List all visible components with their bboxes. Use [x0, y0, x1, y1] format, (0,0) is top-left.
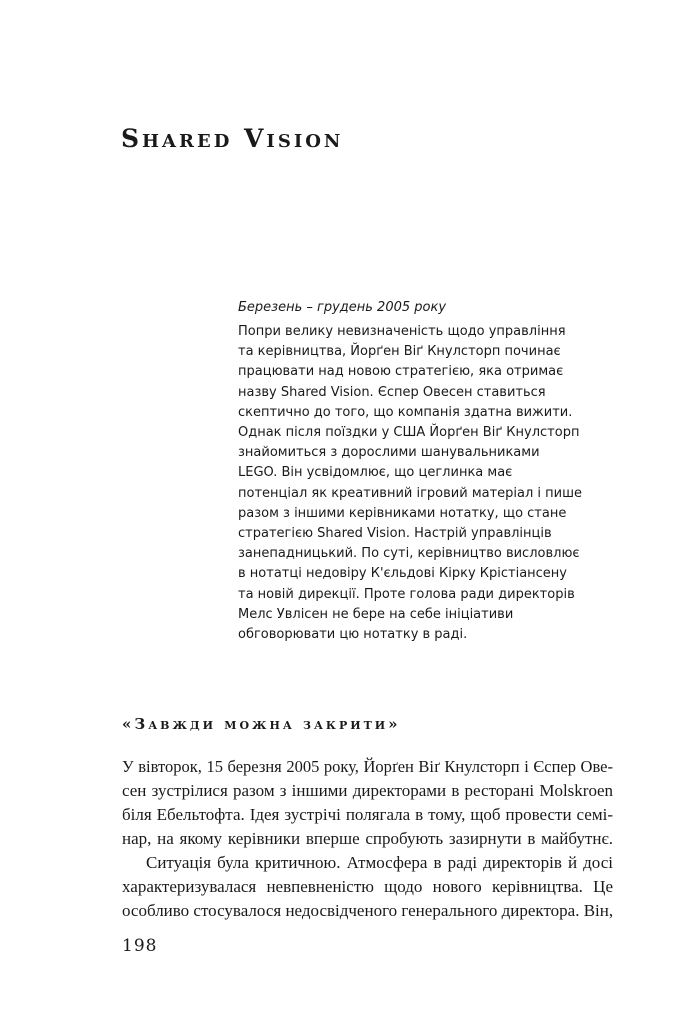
body-line: особливо стосувалося недосвідченого генерального директора. Він, — [122, 901, 614, 920]
sidebar-line: занепадницький. По суті, керівництво висловлює — [238, 546, 580, 562]
sidebar-paragraph — [238, 322, 598, 645]
sidebar-line: знайомиться з дорослими шанувальниками — [238, 445, 540, 461]
sidebar-line: в нотатці недовіру К'єльдові Кірку Крістіансену — [238, 566, 567, 582]
sidebar-line: обговорювати цю нотатку в раді. — [238, 627, 468, 643]
body-line: біля Ебельтофта. Ідея зустрічі полягала в тому, щоб провести семі- — [122, 805, 613, 824]
body-line: У вівторок, 15 березня 2005 року, Йорґен Віґ Кнулсторп і Єспер Ове- — [122, 757, 613, 776]
chapter-title: Shared Vision — [121, 124, 344, 153]
body-line: нар, на якому керівники вперше спробують зазирнути в майбутнє. — [122, 829, 613, 848]
sidebar-line: потенціал як креативний ігровий матеріал і пише — [238, 485, 583, 501]
section-heading: «Завжди можна закрити» — [122, 715, 401, 733]
body-text — [122, 755, 613, 923]
timeline-sidebar — [238, 299, 598, 645]
sidebar-line: та керівництва, Йорґен Віґ Кнулсторп починає — [238, 344, 561, 360]
sidebar-line: назву Shared Vision. Єспер Овесен ставиться — [238, 384, 546, 400]
sidebar-line: LEGO. Він усвідомлює, що цеглинка має — [238, 465, 513, 481]
page-number: 198 — [122, 936, 158, 956]
sidebar-line: та новій дирекції. Проте голова ради директорів — [238, 586, 575, 602]
sidebar-line: працювати над новою стратегією, яка отримає — [238, 364, 564, 380]
sidebar-line: Мелс Увлісен не бере на себе ініціативи — [238, 606, 514, 622]
sidebar-line: Однак після поїздки у США Йорґен Віґ Кнулсторп — [238, 425, 580, 441]
sidebar-date: Березень – грудень 2005 року — [238, 300, 447, 315]
sidebar-line: скептично до того, що компанія здатна вижити. — [238, 404, 573, 420]
body-line: Ситуація була критичною. Атмосфера в раді директорів й досі — [146, 853, 613, 872]
body-line: сен зустрілися разом з іншими директорами в ресторані Molskroen — [122, 781, 613, 800]
body-line: характеризувалася невпевненістю щодо нового керівництва. Це — [122, 877, 613, 896]
sidebar-line: Попри велику невизначеність щодо управління — [238, 324, 566, 339]
sidebar-line: разом з іншими керівниками нотатку, що стане — [238, 505, 567, 521]
sidebar-line: стратегією Shared Vision. Настрій управлінців — [238, 526, 552, 542]
